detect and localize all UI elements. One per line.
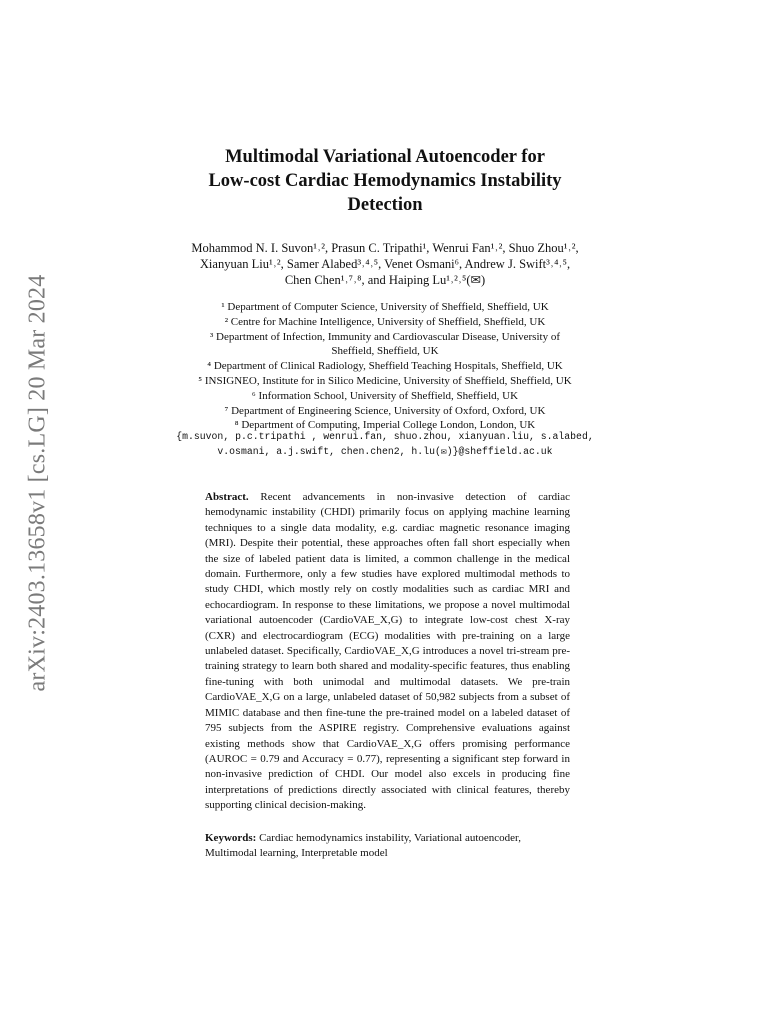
title-line: Detection <box>347 195 423 215</box>
email-line: {m.suvon, p.c.tripathi , wenrui.fan, shuo.zhou, xianyuan.liu, s.alabed, <box>176 431 594 442</box>
abstract-label: Abstract. <box>205 491 249 503</box>
abstract-text: Recent advancements in non-invasive detection of cardiac hemodynamic instability (CHDI) primarily focus on applying machine learning techniques to a single data modality, e.g. cardiac magnetic resonance imaging (MRI). Despite their potential, these approaches often fall short especially when the size of labeled patient data is limited, a common challenge in the medical domain. Furthermore, only a few studies have explored multimodal methods to study CHDI, which mostly rely on costly modalities such as cardiac MRI and echocardiogram. In response to these limitations, we propose a novel multimodal variational autoencoder (CardioVAE_X,G) to integrate low-cost chest X-ray (CXR) and electrocardiogram (ECG) modalities with pre-training on a large unlabeled dataset. Specifically, CardioVAE_X,G introduces a novel tri-stream pre-training strategy to learn both shared and modality-specific features, thus enabling fine-tuning with both unimodal and multimodal datasets. We pre-train CardioVAE_X,G on a large, unlabeled dataset of 50,982 subjects from a subset of MIMIC database and then fine-tune the pre-trained model on a labeled dataset of 795 subjects from the ASPIRE registry. Comprehensive evaluations against existing methods show that CardioVAE_X,G offers promising performance (AUROC = 0.79 and Accuracy = 0.77), representing a significant step forward in non-invasive prediction of CHDI. Our model also excels in producing fine interpretations of predictions directly associated with clinical features, thereby supporting clinical decision-making. <box>205 491 571 812</box>
affiliation-line: ⁷ Department of Engineering Science, University of Oxford, Oxford, UK <box>224 404 546 417</box>
affiliation-line: Sheffield, Sheffield, UK <box>331 345 439 358</box>
email-list <box>120 429 650 459</box>
affiliation-line: ⁶ Information School, University of Sheffield, Sheffield, UK <box>251 389 519 402</box>
arxiv-identifier: arXiv:2403.13658v1 [cs.LG] 20 Mar 2024 <box>24 274 51 692</box>
title-line: Multimodal Variational Autoencoder for <box>225 147 545 167</box>
arxiv-sidebar <box>18 268 58 698</box>
author-line: Chen Chen¹˒⁷˒⁸, and Haiping Lu¹˒²˒⁵(✉) <box>284 273 486 287</box>
keywords-text-continued: Multimodal learning, Interpretable model <box>205 847 388 860</box>
title-line: Low-cost Cardiac Hemodynamics Instability <box>208 171 562 191</box>
paper-title <box>120 145 650 217</box>
affiliation-line: ⁴ Department of Clinical Radiology, Sheffield Teaching Hospitals, Sheffield, UK <box>207 360 563 373</box>
keywords-label: Keywords: <box>205 832 257 844</box>
affiliation-line: ⁸ Department of Computing, Imperial College London, London, UK <box>234 419 536 432</box>
affiliation-line: ¹ Department of Computer Science, University of Sheffield, Sheffield, UK <box>221 301 549 313</box>
affiliation-line: ³ Department of Infection, Immunity and Cardiovascular Disease, University of <box>209 330 560 343</box>
author-line: Xianyuan Liu¹˒², Samer Alabed³˒⁴˒⁵, Venet Osmani⁶, Andrew J. Swift³˒⁴˒⁵, <box>199 257 571 271</box>
email-line: v.osmani, a.j.swift, chen.chen2, h.lu(✉)}@sheffield.ac.uk <box>217 446 553 457</box>
affiliation-list <box>120 300 650 433</box>
author-list <box>120 240 650 288</box>
affiliation-line: ² Centre for Machine Intelligence, University of Sheffield, Sheffield, UK <box>224 315 546 328</box>
author-line: Mohammod N. I. Suvon¹˒², Prasun C. Tripathi¹, Wenrui Fan¹˒², Shuo Zhou¹˒², <box>191 241 579 255</box>
abstract <box>205 490 570 814</box>
affiliation-line: ⁵ INSIGNEO, Institute for in Silico Medicine, University of Sheffield, Sheffield, UK <box>198 374 572 387</box>
keywords <box>205 831 575 862</box>
keywords-text: Cardiac hemodynamics instability, Variational autoencoder, <box>259 832 522 844</box>
